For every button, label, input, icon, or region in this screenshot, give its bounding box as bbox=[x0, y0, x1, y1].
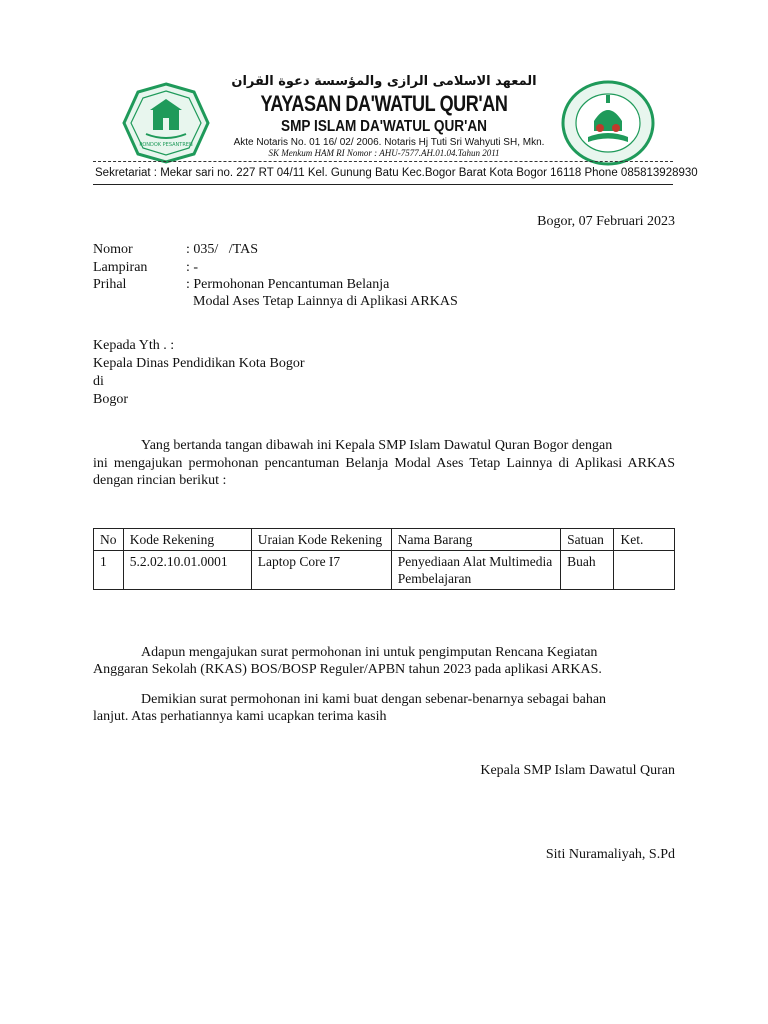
meta-label-prihal: Prihal bbox=[93, 277, 127, 292]
items-table bbox=[93, 528, 675, 590]
table-header-cell: Uraian Kode Rekening bbox=[251, 529, 391, 551]
meta-value-prihal: : Permohonan Pencantuman Belanja bbox=[186, 277, 390, 292]
table-row bbox=[94, 551, 675, 590]
table-cell: Buah bbox=[561, 551, 614, 590]
table-cell: 5.2.02.10.01.0001 bbox=[123, 551, 251, 590]
table-header-row bbox=[94, 529, 675, 551]
table-cell: Laptop Core I7 bbox=[251, 551, 391, 590]
sk-line: SK Menkum HAM RI Nomor : AHU-7577.AH.01.04.Tahun 2011 bbox=[268, 148, 500, 158]
table-header-cell: Nama Barang bbox=[391, 529, 560, 551]
header-arabic-line: المعهد الاسلامى الرازى والمؤسسة دعوة القران bbox=[231, 74, 537, 89]
svg-text:PONDOK PESANTREN: PONDOK PESANTREN bbox=[139, 142, 193, 148]
foundation-name: YAYASAN DA'WATUL QUR'AN bbox=[260, 91, 508, 116]
paragraph-1-rest: ini mengajukan permohonan pencantuman Belanja Modal Ases Tetap Lainnya di Aplikasi ARKAS dengan rincian berikut : bbox=[93, 456, 675, 488]
school-name: SMP ISLAM DA'WATUL QUR'AN bbox=[281, 118, 487, 135]
meta-label-nomor: Nomor bbox=[93, 242, 133, 257]
paragraph-3-rest: lanjut. Atas perhatiannya kami ucapkan terima kasih bbox=[93, 709, 387, 724]
table-header-cell: Ket. bbox=[614, 529, 675, 551]
table-cell bbox=[614, 551, 675, 590]
recipient-line: Kepada Yth . : bbox=[93, 338, 175, 353]
address-line: Sekretariat : Mekar sari no. 227 RT 04/11 Kel. Gunung Batu Kec.Bogor Barat Kota Bogor 16118 Phone 085813928930 bbox=[95, 167, 698, 179]
subject-line-2: Modal Ases Tetap Lainnya di Aplikasi ARKAS bbox=[193, 294, 458, 309]
recipient-line: Kepala Dinas Pendidikan Kota Bogor bbox=[93, 356, 305, 371]
paragraph-3-first-line: Demikian surat permohonan ini kami buat dengan sebenar-benarnya sebagai bahan bbox=[141, 692, 607, 707]
recipient-line: di bbox=[93, 374, 104, 389]
meta-value-lampiran: : - bbox=[186, 260, 199, 275]
table-header-cell: Satuan bbox=[561, 529, 614, 551]
notary-line: Akte Notaris No. 01 16/ 02/ 2006. Notaris Hj Tuti Sri Wahyuti SH, Mkn. bbox=[233, 137, 545, 148]
table-header-cell: Kode Rekening bbox=[123, 529, 251, 551]
paragraph-2-rest: Anggaran Sekolah (RKAS) BOS/BOSP Reguler/APBN tahun 2023 pada aplikasi ARKAS. bbox=[93, 662, 602, 677]
header-divider-solid bbox=[93, 184, 673, 185]
paragraph-1-first-line: Yang bertanda tangan dibawah ini Kepala SMP Islam Dawatul Quran Bogor dengan bbox=[141, 438, 613, 453]
table-cell: 1 bbox=[94, 551, 124, 590]
signature-title: Kepala SMP Islam Dawatul Quran bbox=[480, 763, 675, 778]
table-header-cell: No bbox=[94, 529, 124, 551]
recipient-line: Bogor bbox=[93, 392, 128, 407]
signature-name: Siti Nuramaliyah, S.Pd bbox=[545, 847, 675, 862]
meta-value-nomor: : 035/ /TAS bbox=[186, 242, 258, 257]
place-date: Bogor, 07 Februari 2023 bbox=[537, 214, 675, 229]
header-divider-dashed bbox=[93, 161, 673, 162]
table-cell: Penyediaan Alat Multimedia Pembelajaran bbox=[391, 551, 560, 590]
paragraph-2-first-line: Adapun mengajukan surat permohonan ini untuk pengimputan Rencana Kegiatan bbox=[141, 645, 598, 660]
meta-label-lampiran: Lampiran bbox=[93, 260, 148, 275]
